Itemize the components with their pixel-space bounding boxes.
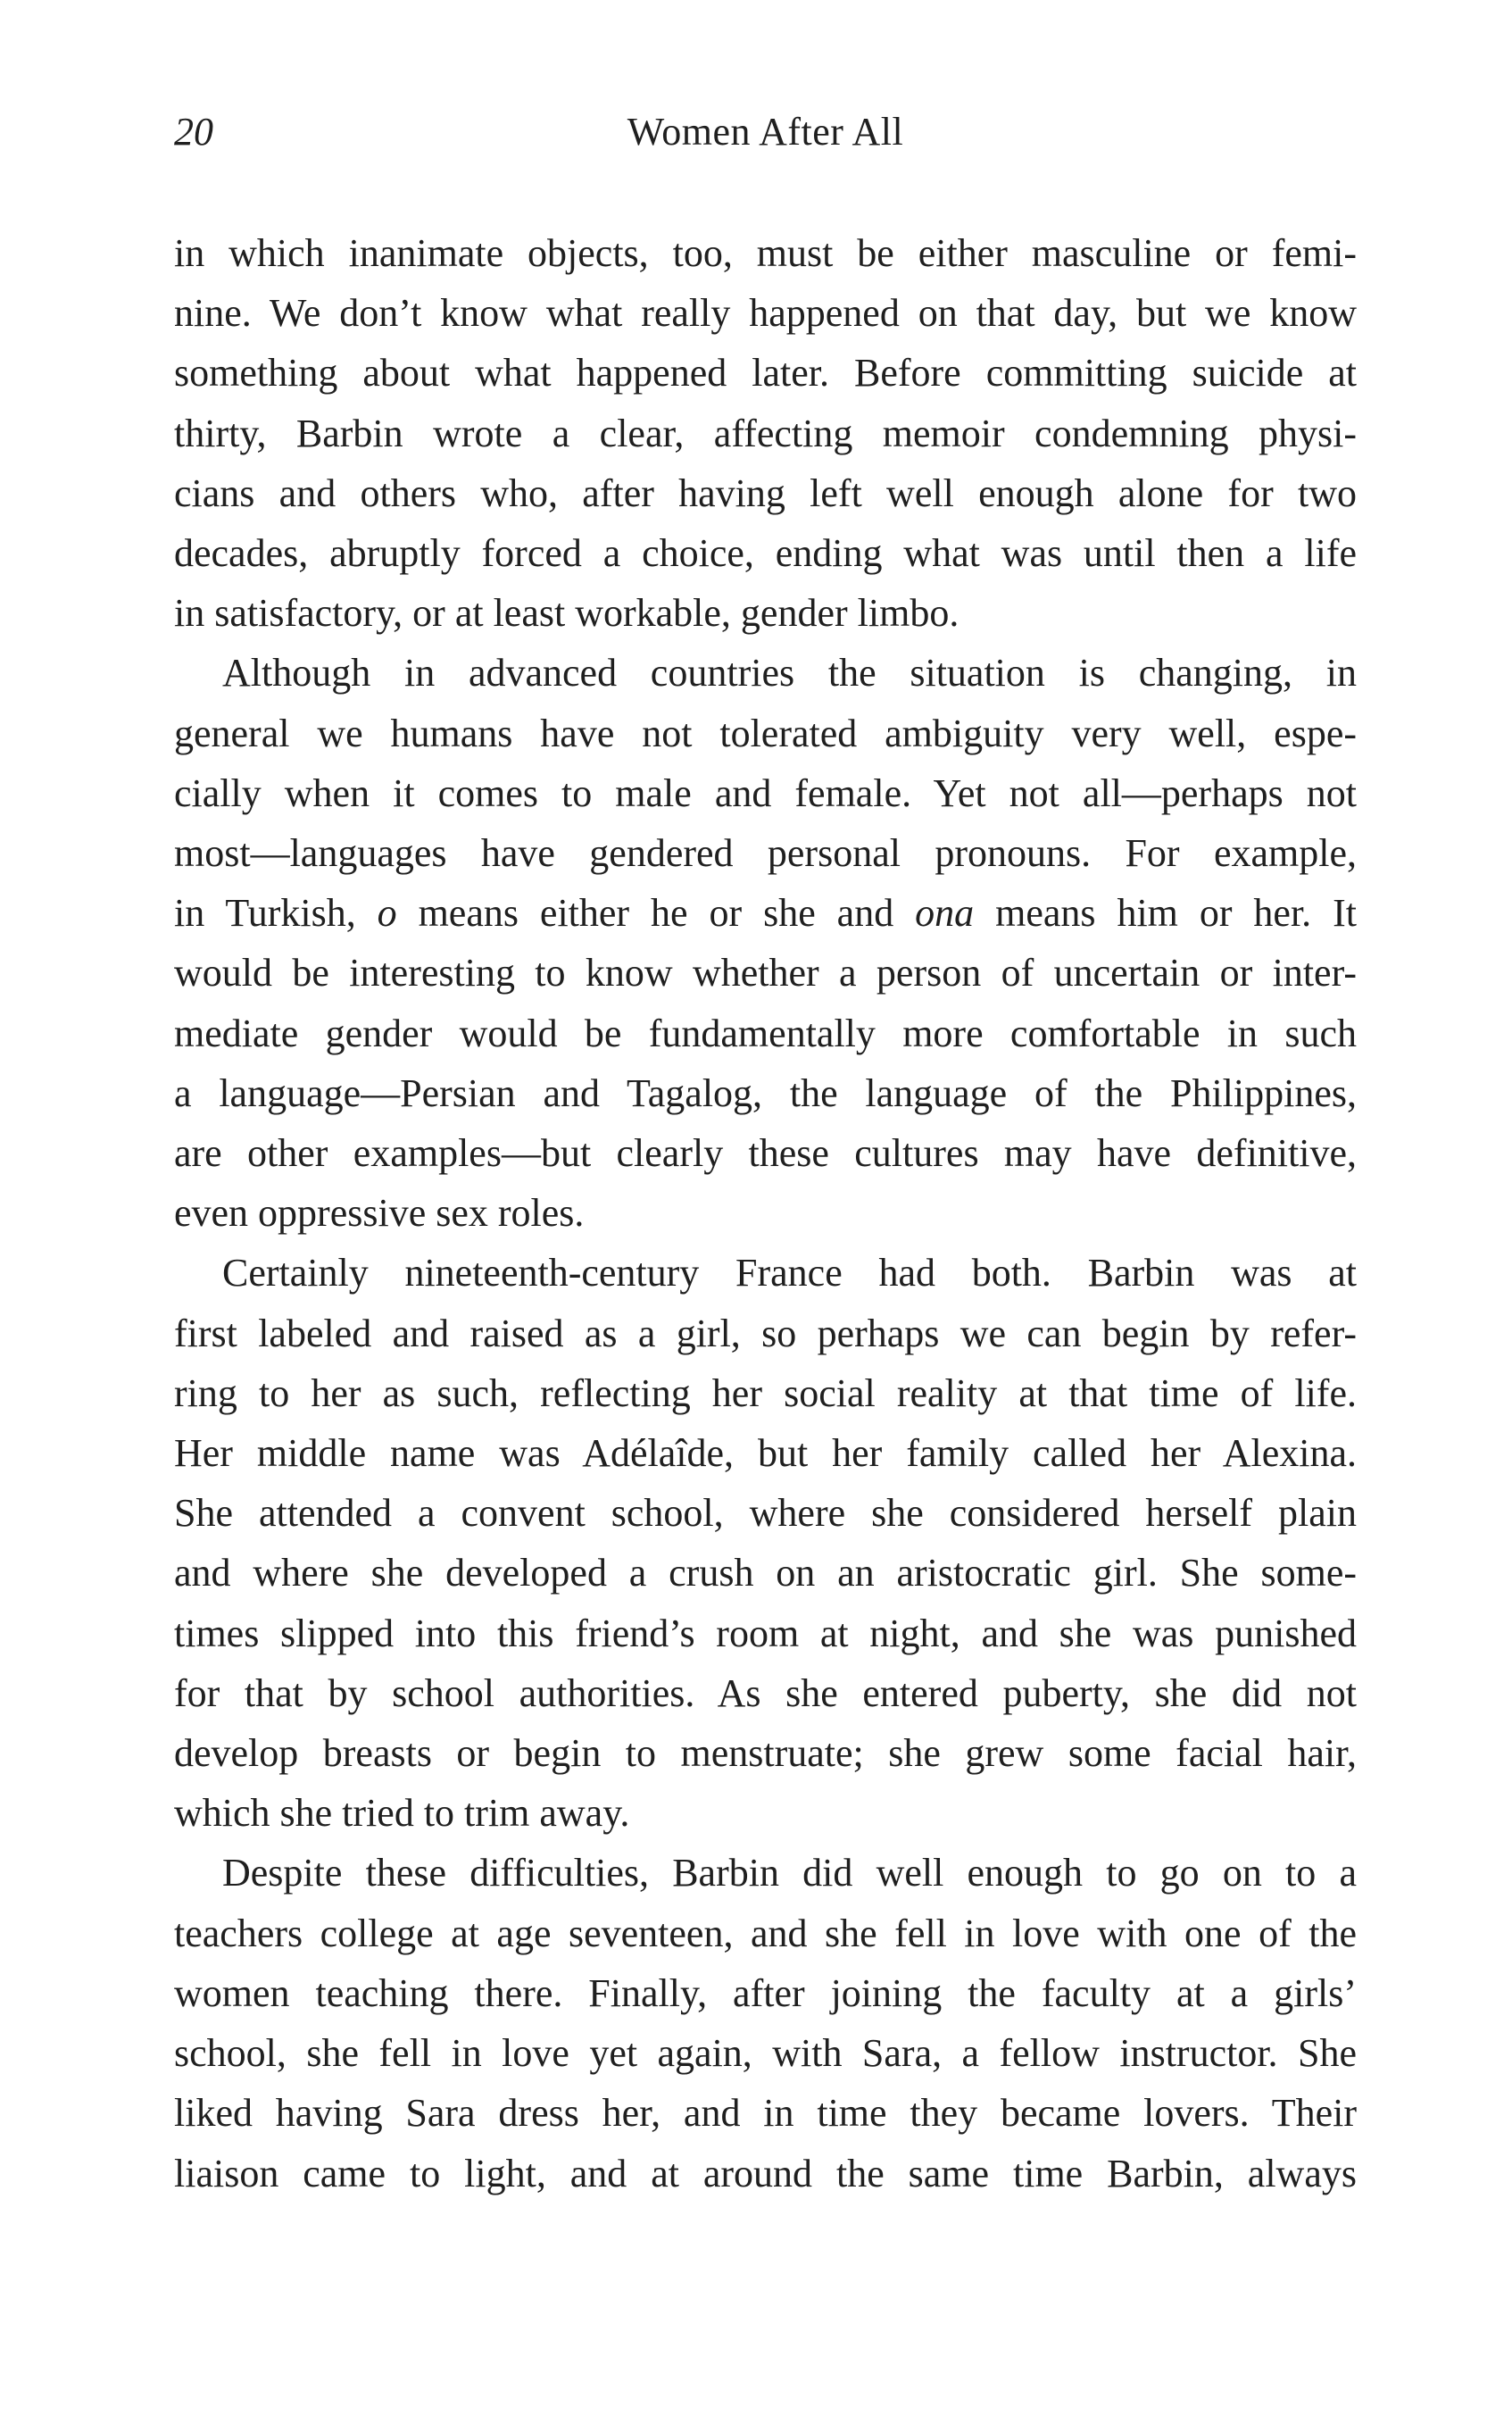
text-line: most—languages have gendered personal pronouns. For example, [174, 831, 1357, 876]
text-line: which she tried to trim away. [174, 1791, 630, 1836]
text-line: school, she fell in love yet again, with Sara, a fellow instructor. She [174, 2031, 1357, 2076]
text-run: in Turkish, [174, 891, 378, 936]
paragraph-2 [174, 643, 1357, 1243]
text-line: She attended a convent school, where she considered herself plain [174, 1491, 1357, 1536]
text-line: and where she developed a crush on an aristocratic girl. She some- [174, 1551, 1357, 1595]
text-line: first labeled and raised as a girl, so perhaps we can begin by refer- [174, 1311, 1357, 1355]
text-line: something about what happened later. Before committing suicide at [174, 351, 1357, 396]
page-number: 20 [174, 110, 213, 154]
text-line: thirty, Barbin wrote a clear, affecting memoir condemning physi- [174, 411, 1357, 455]
text-line: liaison came to light, and at around the same time Barbin, always [174, 2151, 1357, 2195]
text-line: even oppressive sex roles. [174, 1191, 585, 1236]
text-run: means him or her. It [974, 891, 1357, 936]
text-line: cians and others who, after having left well enough alone for two [174, 471, 1357, 515]
text-line: mediate gender would be fundamentally more comfortable in such [174, 1011, 1357, 1055]
paragraph-4 [174, 1843, 1357, 2203]
paragraph-1 [174, 223, 1357, 643]
text-line: in satisfactory, or at least workable, gender limbo. [174, 591, 960, 636]
text-line: nine. We don’t know what really happened on that day, but we know [174, 291, 1357, 336]
paragraph-3 [174, 1243, 1357, 1843]
running-title: Women After All [627, 110, 904, 154]
text-line: general we humans have not tolerated ambiguity very well, espe- [174, 711, 1357, 755]
text-line: Although in advanced countries the situation is changing, in [222, 651, 1357, 696]
text-line-turkish [174, 883, 1357, 943]
text-line: times slipped into this friend’s room at night, and she was punished [174, 1611, 1357, 1655]
text-line: cially when it comes to male and female. Yet not all—perhaps not [174, 771, 1357, 815]
body-text [174, 223, 1357, 2203]
text-line: decades, abruptly forced a choice, ending what was until then a life [174, 531, 1357, 576]
text-line: a language—Persian and Tagalog, the language of the Philippines, [174, 1070, 1357, 1115]
text-line: ring to her as such, reflecting her social reality at that time of life. [174, 1370, 1357, 1415]
text-line: teachers college at age seventeen, and she fell in love with one of the [174, 1911, 1357, 1955]
italic-word: o [377, 891, 397, 936]
text-line: for that by school authorities. As she entered puberty, she did not [174, 1670, 1357, 1715]
text-line: are other examples—but clearly these cultures may have definitive, [174, 1131, 1357, 1176]
text-line: develop breasts or begin to menstruate; she grew some facial hair, [174, 1731, 1357, 1776]
text-line: Despite these difficulties, Barbin did well enough to go on to a [222, 1851, 1357, 1895]
text-line: would be interesting to know whether a person of uncertain or inter- [174, 951, 1357, 995]
text-run: means either he or she and [396, 891, 916, 936]
text-line: Certainly nineteenth-century France had both. Barbin was at [222, 1251, 1357, 1295]
text-line: Her middle name was Adélaîde, but her family called her Alexina. [174, 1431, 1357, 1476]
text-line: in which inanimate objects, too, must be either masculine or femi- [174, 231, 1357, 275]
running-head [174, 105, 1357, 159]
italic-word: ona [915, 891, 975, 936]
text-line: women teaching there. Finally, after joining the faculty at a girls’ [174, 1970, 1357, 2015]
text-line: liked having Sara dress her, and in time they became lovers. Their [174, 2091, 1357, 2136]
